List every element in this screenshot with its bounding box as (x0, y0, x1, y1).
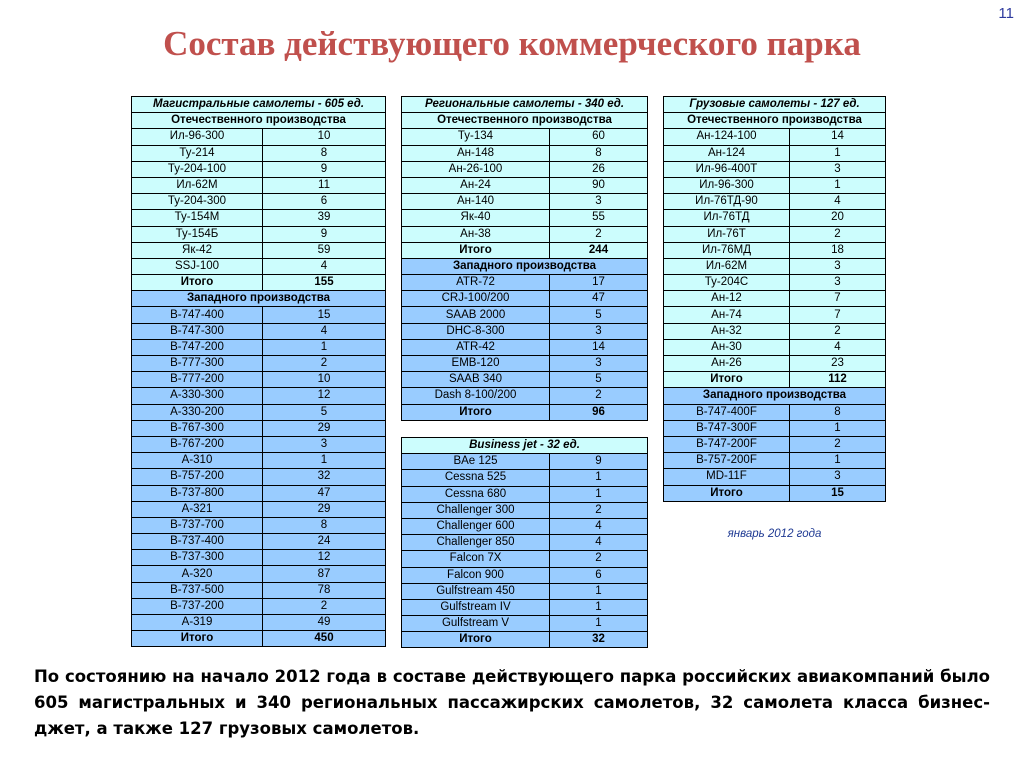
table-row (402, 470, 648, 486)
table-row (664, 226, 886, 242)
aircraft-type-cell: Ан-24 (402, 177, 550, 193)
table-row (664, 210, 886, 226)
slide-number: 11 (998, 5, 1014, 22)
table-row (402, 567, 648, 583)
table-row (402, 291, 648, 307)
page-title: Состав действующего коммерческого парка (163, 24, 861, 63)
aircraft-count-cell: 7 (790, 307, 886, 323)
cargo-header-row-label: Грузовые самолеты - 127 ед. (664, 97, 886, 113)
aircraft-count-cell: 1 (263, 453, 386, 469)
regional-table (401, 96, 648, 421)
aircraft-count-cell: 17 (550, 275, 648, 291)
table-row (132, 210, 386, 226)
table-row (664, 307, 886, 323)
aircraft-count-cell: 14 (550, 339, 648, 355)
business-total-row (402, 632, 648, 648)
aircraft-count-cell: 1 (550, 470, 648, 486)
aircraft-type-cell: A-330-300 (132, 388, 263, 404)
table-row (402, 161, 648, 177)
table-row (132, 323, 386, 339)
table-row (402, 616, 648, 632)
aircraft-count-cell: 47 (550, 291, 648, 307)
domestic-section-row (132, 113, 386, 129)
aircraft-count-cell: 4 (263, 323, 386, 339)
domestic-section-row-label: Отечественного производства (664, 113, 886, 129)
aircraft-type-cell: B-737-500 (132, 582, 263, 598)
table-row (132, 469, 386, 485)
aircraft-type-cell: Ту-214 (132, 145, 263, 161)
aircraft-count-cell: 9 (263, 161, 386, 177)
aircraft-count-cell: 3 (790, 469, 886, 485)
table-row (132, 356, 386, 372)
aircraft-count-cell: 4 (790, 339, 886, 355)
aircraft-count-cell: 2 (790, 436, 886, 452)
aircraft-count-cell: 8 (263, 517, 386, 533)
aircraft-type-cell: B-747-200 (132, 339, 263, 355)
domestic-section-row (402, 113, 648, 129)
table-row (402, 583, 648, 599)
table-row (664, 323, 886, 339)
table-row (132, 226, 386, 242)
table-row (402, 502, 648, 518)
aircraft-type-cell: Challenger 600 (402, 518, 550, 534)
aircraft-type-cell: Ту-204-300 (132, 194, 263, 210)
aircraft-count-cell: 1 (550, 583, 648, 599)
aircraft-type-cell: Ту-154Б (132, 226, 263, 242)
aircraft-type-cell: Falcon 900 (402, 567, 550, 583)
aircraft-count-cell: 90 (550, 177, 648, 193)
aircraft-type-cell: Ан-148 (402, 145, 550, 161)
aircraft-count-cell: 15 (790, 485, 886, 501)
domestic-section-row (664, 113, 886, 129)
table-row (132, 501, 386, 517)
aircraft-count-cell: 112 (790, 372, 886, 388)
aircraft-type-cell: Ан-140 (402, 194, 550, 210)
aircraft-count-cell: 1 (790, 145, 886, 161)
aircraft-type-cell: CRJ-100/200 (402, 291, 550, 307)
aircraft-type-cell: B-737-400 (132, 534, 263, 550)
aircraft-count-cell: 14 (790, 129, 886, 145)
aircraft-count-cell: 3 (263, 436, 386, 452)
aircraft-type-cell: MD-11F (664, 469, 790, 485)
table-row (132, 339, 386, 355)
aircraft-type-cell: SAAB 340 (402, 372, 550, 388)
aircraft-type-cell: Challenger 300 (402, 502, 550, 518)
table-row (402, 145, 648, 161)
aircraft-type-cell: B-737-200 (132, 598, 263, 614)
aircraft-count-cell: 1 (550, 486, 648, 502)
table-row (664, 404, 886, 420)
domestic-total-row (402, 242, 648, 258)
aircraft-type-cell: B-757-200 (132, 469, 263, 485)
aircraft-type-cell: Итого (664, 372, 790, 388)
aircraft-type-cell: EMB-120 (402, 356, 550, 372)
table-row (132, 258, 386, 274)
aircraft-type-cell: Challenger 850 (402, 535, 550, 551)
aircraft-count-cell: 55 (550, 210, 648, 226)
table-row (132, 388, 386, 404)
aircraft-type-cell: Ил-76ТД (664, 210, 790, 226)
aircraft-type-cell: Ил-76МД (664, 242, 790, 258)
aircraft-type-cell: Як-42 (132, 242, 263, 258)
aircraft-count-cell: 10 (263, 372, 386, 388)
aircraft-type-cell: Итого (402, 404, 550, 420)
western-total-row (664, 485, 886, 501)
aircraft-count-cell: 8 (263, 145, 386, 161)
aircraft-count-cell: 9 (550, 454, 648, 470)
aircraft-type-cell: A-321 (132, 501, 263, 517)
table-row (132, 145, 386, 161)
aircraft-count-cell: 4 (550, 535, 648, 551)
aircraft-type-cell: Dash 8-100/200 (402, 388, 550, 404)
aircraft-type-cell: Ту-134 (402, 129, 550, 145)
aircraft-count-cell: 26 (550, 161, 648, 177)
aircraft-count-cell: 4 (550, 518, 648, 534)
table-row (402, 454, 648, 470)
aircraft-type-cell: B-747-300 (132, 323, 263, 339)
aircraft-type-cell: A-320 (132, 566, 263, 582)
aircraft-count-cell: 4 (263, 258, 386, 274)
aircraft-type-cell: Ан-12 (664, 291, 790, 307)
mainline-table (131, 96, 386, 647)
table-row (402, 323, 648, 339)
aircraft-count-cell: 2 (790, 323, 886, 339)
table-row (132, 436, 386, 452)
aircraft-count-cell: 2 (263, 598, 386, 614)
aircraft-count-cell: 32 (550, 632, 648, 648)
aircraft-type-cell: Gulfstream IV (402, 599, 550, 615)
table-row (402, 339, 648, 355)
aircraft-type-cell: Ил-96-300 (664, 177, 790, 193)
table-row (402, 486, 648, 502)
table-row (664, 291, 886, 307)
table-row (132, 453, 386, 469)
aircraft-type-cell: B-767-300 (132, 420, 263, 436)
aircraft-count-cell: 1 (790, 177, 886, 193)
table-row (664, 161, 886, 177)
western-section-row (132, 291, 386, 307)
cargo-header-row (664, 97, 886, 113)
western-section-row (664, 388, 886, 404)
western-total-row (132, 631, 386, 647)
table-row (132, 404, 386, 420)
table-row (132, 194, 386, 210)
aircraft-count-cell: 1 (550, 616, 648, 632)
aircraft-count-cell: 244 (550, 242, 648, 258)
aircraft-count-cell: 96 (550, 404, 648, 420)
table-row (402, 194, 648, 210)
regional-header-row (402, 97, 648, 113)
aircraft-type-cell: Ан-74 (664, 307, 790, 323)
aircraft-count-cell: 5 (263, 404, 386, 420)
aircraft-type-cell: DHC-8-300 (402, 323, 550, 339)
table-row (132, 582, 386, 598)
table-row (664, 356, 886, 372)
aircraft-count-cell: 1 (550, 599, 648, 615)
western-total-row (402, 404, 648, 420)
aircraft-count-cell: 2 (550, 388, 648, 404)
aircraft-count-cell: 5 (550, 372, 648, 388)
aircraft-type-cell: B-737-800 (132, 485, 263, 501)
table-row (402, 599, 648, 615)
aircraft-type-cell: Ту-154М (132, 210, 263, 226)
aircraft-type-cell: B-747-200F (664, 436, 790, 452)
table-row (402, 129, 648, 145)
aircraft-type-cell: ATR-42 (402, 339, 550, 355)
aircraft-type-cell: BAe 125 (402, 454, 550, 470)
aircraft-count-cell: 155 (263, 275, 386, 291)
table-row (664, 453, 886, 469)
aircraft-count-cell: 450 (263, 631, 386, 647)
aircraft-type-cell: B-747-400F (664, 404, 790, 420)
aircraft-type-cell: ATR-72 (402, 275, 550, 291)
table-row (132, 129, 386, 145)
table-row (132, 177, 386, 193)
aircraft-count-cell: 32 (263, 469, 386, 485)
aircraft-type-cell: Ил-62М (664, 258, 790, 274)
table-row (132, 485, 386, 501)
regional-header-row-label: Региональные самолеты - 340 ед. (402, 97, 648, 113)
domestic-section-row-label: Отечественного производства (402, 113, 648, 129)
table-row (402, 210, 648, 226)
business-jet-table-body (402, 438, 648, 648)
aircraft-count-cell: 2 (263, 356, 386, 372)
aircraft-count-cell: 8 (550, 145, 648, 161)
aircraft-type-cell: Ил-62М (132, 177, 263, 193)
aircraft-type-cell: Ту-204С (664, 275, 790, 291)
aircraft-count-cell: 6 (263, 194, 386, 210)
western-section-row-label: Западного производства (664, 388, 886, 404)
table-row (402, 535, 648, 551)
aircraft-count-cell: 12 (263, 550, 386, 566)
aircraft-type-cell: Ан-38 (402, 226, 550, 242)
table-row (132, 161, 386, 177)
aircraft-type-cell: Ан-32 (664, 323, 790, 339)
table-row (402, 388, 648, 404)
table-row (664, 258, 886, 274)
summary-text: По состоянию на начало 2012 года в составе действующего парка российских авиакомпаний было 605 магистральных и 340 региональных пассажирских самолетов, 32 самолета класса бизнес-джет, а также 127 грузовых самолетов. (34, 667, 990, 738)
aircraft-type-cell: B-747-400 (132, 307, 263, 323)
table-row (402, 372, 648, 388)
aircraft-type-cell: B-737-300 (132, 550, 263, 566)
aircraft-type-cell: Итого (664, 485, 790, 501)
aircraft-count-cell: 87 (263, 566, 386, 582)
table-row (402, 551, 648, 567)
aircraft-type-cell: A-330-200 (132, 404, 263, 420)
aircraft-count-cell: 3 (790, 161, 886, 177)
aircraft-count-cell: 5 (550, 307, 648, 323)
aircraft-count-cell: 59 (263, 242, 386, 258)
mainline-table-body (132, 97, 386, 647)
aircraft-type-cell: B-757-200F (664, 453, 790, 469)
aircraft-count-cell: 1 (263, 339, 386, 355)
aircraft-type-cell: B-777-300 (132, 356, 263, 372)
regional-table-body (402, 97, 648, 421)
table-row (132, 242, 386, 258)
aircraft-count-cell: 8 (790, 404, 886, 420)
aircraft-count-cell: 20 (790, 210, 886, 226)
aircraft-count-cell: 2 (550, 551, 648, 567)
aircraft-count-cell: 24 (263, 534, 386, 550)
aircraft-type-cell: Ил-96-400Т (664, 161, 790, 177)
business-jet-table (401, 437, 648, 648)
aircraft-count-cell: 18 (790, 242, 886, 258)
table-row (132, 598, 386, 614)
table-row (402, 226, 648, 242)
table-row (664, 469, 886, 485)
aircraft-count-cell: 29 (263, 420, 386, 436)
aircraft-type-cell: Итого (132, 275, 263, 291)
table-row (664, 339, 886, 355)
domestic-total-row (664, 372, 886, 388)
mainline-header-row-label: Магистральные самолеты - 605 ед. (132, 97, 386, 113)
aircraft-count-cell: 29 (263, 501, 386, 517)
aircraft-count-cell: 2 (790, 226, 886, 242)
cargo-table (663, 96, 886, 502)
western-section-row-label: Западного производства (132, 291, 386, 307)
table-row (664, 420, 886, 436)
aircraft-type-cell: A-319 (132, 615, 263, 631)
aircraft-type-cell: A-310 (132, 453, 263, 469)
aircraft-type-cell: SAAB 2000 (402, 307, 550, 323)
aircraft-count-cell: 3 (550, 194, 648, 210)
aircraft-type-cell: Gulfstream V (402, 616, 550, 632)
aircraft-type-cell: B-747-300F (664, 420, 790, 436)
aircraft-count-cell: 3 (790, 275, 886, 291)
aircraft-count-cell: 39 (263, 210, 386, 226)
aircraft-count-cell: 23 (790, 356, 886, 372)
aircraft-count-cell: 4 (790, 194, 886, 210)
aircraft-count-cell: 2 (550, 502, 648, 518)
aircraft-count-cell: 3 (550, 323, 648, 339)
table-row (664, 177, 886, 193)
aircraft-type-cell: B-767-200 (132, 436, 263, 452)
table-row (664, 194, 886, 210)
table-row (132, 566, 386, 582)
aircraft-count-cell: 15 (263, 307, 386, 323)
table-row (664, 242, 886, 258)
western-section-row (402, 258, 648, 274)
aircraft-count-cell: 3 (790, 258, 886, 274)
table-row (132, 307, 386, 323)
aircraft-count-cell: 47 (263, 485, 386, 501)
aircraft-type-cell: Cessna 525 (402, 470, 550, 486)
aircraft-type-cell: Ан-124 (664, 145, 790, 161)
aircraft-type-cell: SSJ-100 (132, 258, 263, 274)
aircraft-count-cell: 1 (790, 420, 886, 436)
aircraft-type-cell: Gulfstream 450 (402, 583, 550, 599)
aircraft-type-cell: Ан-26 (664, 356, 790, 372)
aircraft-count-cell: 60 (550, 129, 648, 145)
aircraft-type-cell: Ан-124-100 (664, 129, 790, 145)
aircraft-type-cell: Итого (402, 242, 550, 258)
table-row (402, 275, 648, 291)
aircraft-type-cell: Cessna 680 (402, 486, 550, 502)
domestic-total-row (132, 275, 386, 291)
aircraft-type-cell: B-737-700 (132, 517, 263, 533)
aircraft-type-cell: B-777-200 (132, 372, 263, 388)
aircraft-type-cell: Итого (132, 631, 263, 647)
aircraft-count-cell: 7 (790, 291, 886, 307)
aircraft-type-cell: Ан-30 (664, 339, 790, 355)
table-row (664, 275, 886, 291)
table-row (132, 420, 386, 436)
aircraft-count-cell: 1 (790, 453, 886, 469)
business-header-row (402, 438, 648, 454)
table-row (132, 534, 386, 550)
aircraft-type-cell: Falcon 7X (402, 551, 550, 567)
aircraft-count-cell: 9 (263, 226, 386, 242)
aircraft-count-cell: 3 (550, 356, 648, 372)
table-row (132, 615, 386, 631)
table-row (664, 145, 886, 161)
table-row (402, 356, 648, 372)
aircraft-count-cell: 10 (263, 129, 386, 145)
aircraft-type-cell: Ту-204-100 (132, 161, 263, 177)
aircraft-type-cell: Ил-96-300 (132, 129, 263, 145)
aircraft-type-cell: Як-40 (402, 210, 550, 226)
aircraft-type-cell: Итого (402, 632, 550, 648)
table-row (402, 307, 648, 323)
aircraft-count-cell: 78 (263, 582, 386, 598)
aircraft-count-cell: 11 (263, 177, 386, 193)
date-note: январь 2012 года (727, 528, 822, 540)
domestic-section-row-label: Отечественного производства (132, 113, 386, 129)
table-row (402, 518, 648, 534)
aircraft-count-cell: 2 (550, 226, 648, 242)
western-section-row-label: Западного производства (402, 258, 648, 274)
mainline-header-row (132, 97, 386, 113)
business-header-row-label: Business jet - 32 ед. (402, 438, 648, 454)
aircraft-type-cell: Ан-26-100 (402, 161, 550, 177)
table-row (402, 177, 648, 193)
aircraft-count-cell: 12 (263, 388, 386, 404)
table-row (132, 550, 386, 566)
cargo-table-body (664, 97, 886, 502)
aircraft-count-cell: 49 (263, 615, 386, 631)
aircraft-type-cell: Ил-76Т (664, 226, 790, 242)
table-row (132, 372, 386, 388)
aircraft-type-cell: Ил-76ТД-90 (664, 194, 790, 210)
aircraft-count-cell: 6 (550, 567, 648, 583)
table-row (664, 436, 886, 452)
table-row (132, 517, 386, 533)
table-row (664, 129, 886, 145)
